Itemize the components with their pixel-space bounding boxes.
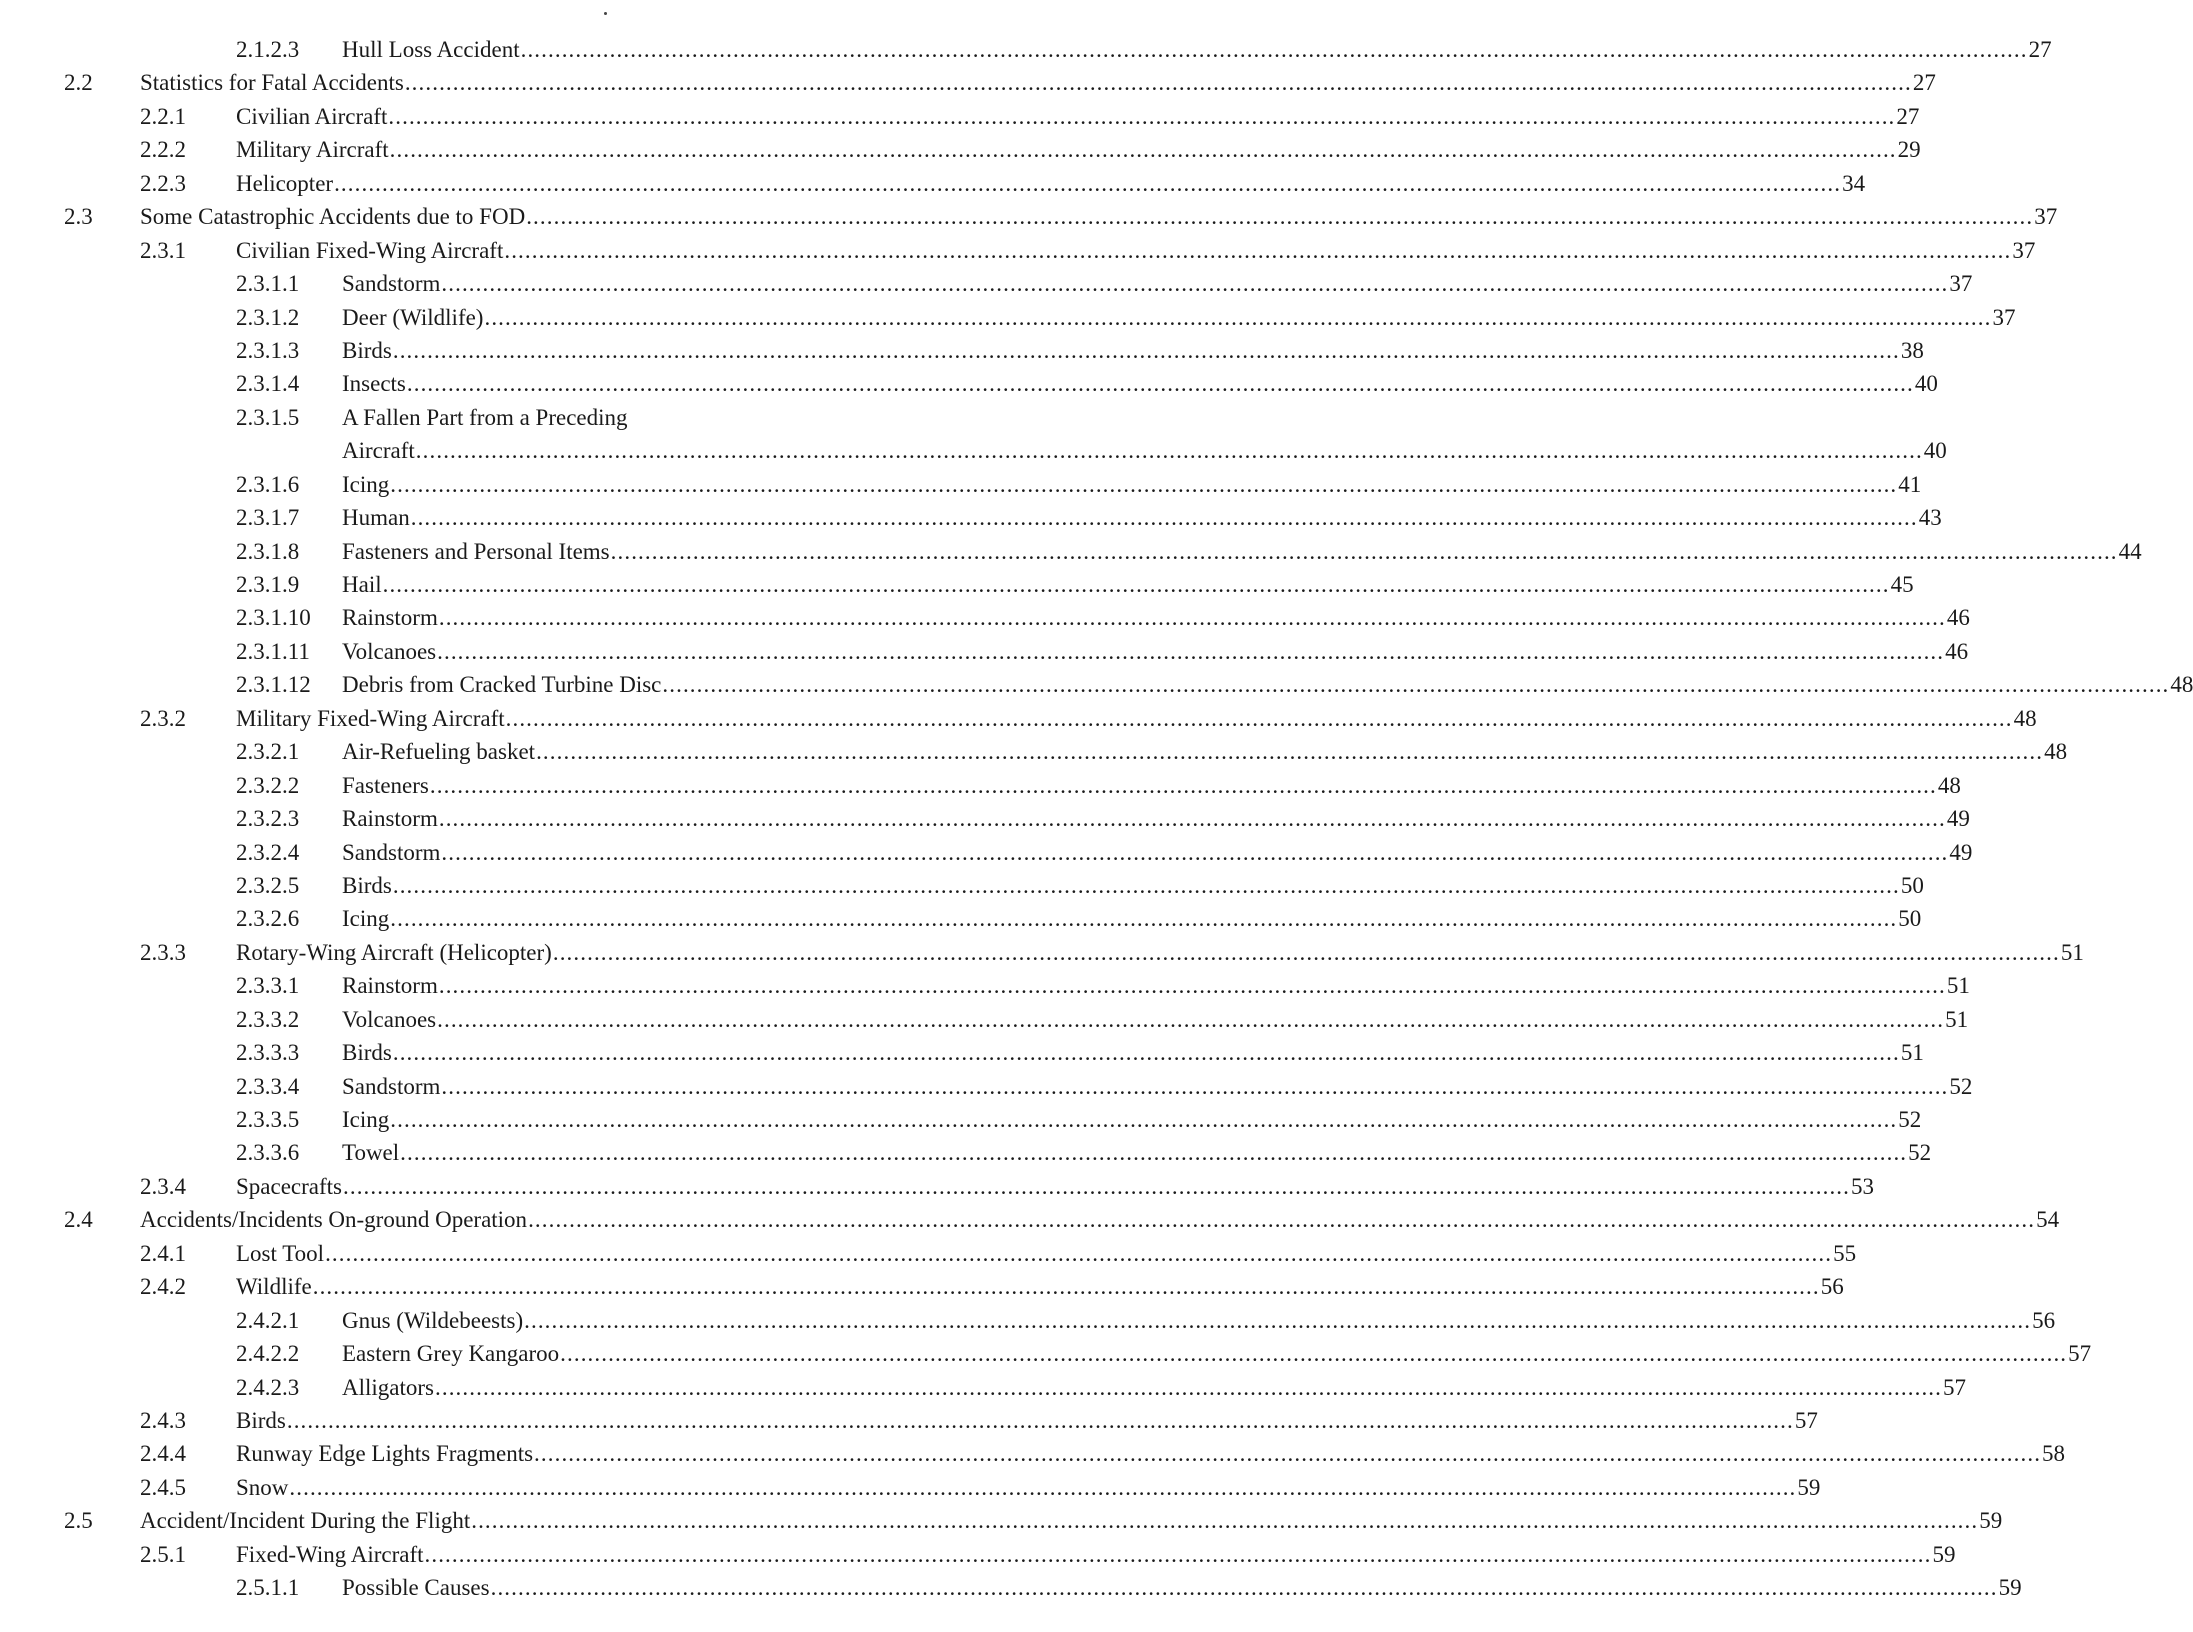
toc-entry-number: 2.3.2.2 [236, 772, 300, 798]
toc-entry-title: Deer (Wildlife) [342, 304, 484, 330]
toc-entry-page: 29 [1897, 137, 1921, 163]
toc-entry-title: Fixed-Wing Aircraft [236, 1541, 424, 1567]
toc-entry-line [342, 902, 1922, 935]
dot-leader: ............................................................................................................................................................................................................................ [410, 505, 1918, 531]
toc-entry [0, 1437, 2066, 1470]
toc-entry-line [236, 1237, 1857, 1270]
toc-entry-title: Runway Edge Lights Fragments [236, 1441, 534, 1467]
toc-entry-number: 2.3.1.12 [236, 672, 311, 698]
toc-entry [0, 1337, 2092, 1370]
toc-entry [0, 702, 2037, 735]
toc-entry-number: 2.4 [64, 1207, 93, 1233]
toc-entry-title: Sandstorm [342, 839, 441, 865]
dot-leader: ............................................................................................................................................................................................................................ [610, 538, 2118, 564]
toc-entry-title: Debris from Cracked Turbine Disc [342, 672, 662, 698]
dot-leader: ............................................................................................................................................................................................................................ [526, 204, 2034, 230]
toc-entry-line [342, 535, 2142, 568]
toc-entry-line [342, 668, 2193, 701]
toc-entry [0, 902, 1922, 935]
toc-entry [0, 1237, 1857, 1270]
toc-entry-title: Possible Causes [342, 1575, 490, 1601]
toc-entry-page: 45 [1890, 572, 1914, 597]
toc-entry [0, 167, 1866, 200]
toc-entry-title: Birds [342, 337, 392, 363]
toc-entry-line [342, 1371, 1966, 1404]
toc-entry-number: 2.3.3.3 [236, 1040, 300, 1066]
toc-entry-number: 2.3.2.4 [236, 839, 300, 865]
toc-entry-number: 2.5.1 [140, 1541, 186, 1567]
dot-leader: ............................................................................................................................................................................................................................ [390, 471, 1898, 497]
toc-entry [0, 1371, 1966, 1404]
toc-entry-number: 2.3 [64, 204, 93, 230]
toc-entry [0, 367, 1938, 400]
toc-entry-line [342, 769, 1961, 802]
toc-entry-number: 2.4.5 [140, 1474, 186, 1500]
toc-entry-line [236, 1170, 1874, 1203]
toc-entry-title: Rotary-Wing Aircraft (Helicopter) [236, 939, 552, 965]
toc-entry [0, 535, 2142, 568]
toc-entry-title: Birds [236, 1407, 286, 1433]
toc-entry [0, 334, 1924, 367]
toc-entry [0, 802, 1970, 835]
toc-entry-page: 41 [1898, 471, 1922, 497]
toc-entry-title: Hull Loss Accident [342, 37, 520, 62]
toc-entry-line [342, 468, 1922, 501]
toc-entry [0, 434, 1947, 467]
toc-entry-page: 51 [1946, 973, 1970, 999]
toc-entry [0, 133, 1921, 166]
toc-entry-number: 2.3.2.3 [236, 806, 300, 832]
toc-entry-number: 2.3.3 [140, 939, 186, 965]
toc-entry-page: 37 [2034, 204, 2058, 230]
toc-entry-title: Military Fixed-Wing Aircraft [236, 705, 505, 731]
toc-entry [0, 33, 2052, 66]
toc-entry [0, 1203, 2060, 1236]
toc-entry [0, 1538, 1956, 1571]
toc-entry-line [342, 1571, 2022, 1604]
toc-entry-number: 2.2 [64, 70, 93, 96]
toc-entry-number: 2.3.2.5 [236, 872, 300, 898]
toc-entry-title: Gnus (Wildebeests) [342, 1307, 524, 1333]
dot-leader: ............................................................................................................................................................................................................................ [429, 772, 1937, 798]
toc-entry-line [342, 601, 1970, 634]
dot-leader: ............................................................................................................................................................................................................................ [484, 304, 1992, 330]
toc-entry-title: Helicopter [236, 170, 334, 196]
toc-entry [0, 869, 1924, 902]
dot-leader: ............................................................................................................................................................................................................................ [334, 170, 1842, 196]
toc-entry-line [342, 1103, 1922, 1136]
toc-entry [0, 969, 1970, 1002]
toc-entry-line [342, 434, 1947, 467]
toc-entry-line [342, 334, 1924, 367]
dot-leader: ............................................................................................................................................................................................................................ [404, 70, 1912, 96]
toc-entry-line [140, 66, 1936, 99]
toc-entry-title: Lost Tool [236, 1240, 325, 1266]
toc-entry-title: Some Catastrophic Accidents due to FOD [140, 204, 526, 230]
dot-leader: ............................................................................................................................................................................................................................ [520, 37, 2028, 62]
toc-entry-number: 2.3.3.5 [236, 1107, 300, 1132]
toc-entry [0, 66, 1936, 99]
toc-entry-number: 2.3.1.11 [236, 638, 310, 664]
toc-entry-title: A Fallen Part from a Preceding [342, 404, 628, 430]
toc-entry-title: Civilian Fixed-Wing Aircraft [236, 237, 504, 263]
toc-entry-page: 37 [1992, 304, 2016, 330]
dot-leader: ............................................................................................................................................................................................................................ [382, 572, 1890, 597]
toc-entry-number: 2.2.3 [140, 170, 186, 196]
toc-entry-line [236, 1538, 1956, 1571]
toc-entry-number: 2.2.2 [140, 137, 186, 163]
toc-entry-line [140, 1504, 2003, 1537]
toc-entry [0, 1136, 1932, 1169]
toc-entry-title: Hail [342, 572, 382, 597]
toc-entry [0, 769, 1961, 802]
toc-entry-page: 49 [1949, 839, 1973, 865]
dot-leader: ............................................................................................................................................................................................................................ [441, 839, 1949, 865]
toc-entry [0, 234, 2036, 267]
toc-entry-page: 27 [1912, 70, 1936, 96]
dot-leader: ............................................................................................................................................................................................................................ [505, 705, 2013, 731]
toc-entry-title: Military Aircraft [236, 137, 389, 163]
dot-leader: ............................................................................................................................................................................................................................ [286, 1407, 1794, 1433]
toc-entry-number: 2.4.2.2 [236, 1341, 300, 1367]
toc-entry-page: 27 [1896, 103, 1920, 129]
toc-entry-number: 2.4.2.3 [236, 1374, 300, 1400]
toc-entry [0, 836, 1973, 869]
dot-leader: ............................................................................................................................................................................................................................ [552, 939, 2060, 965]
dot-leader: ............................................................................................................................................................................................................................ [289, 1474, 1797, 1500]
toc-entry-number: 2.3.1.5 [236, 404, 300, 430]
toc-entry-page: 50 [1898, 906, 1922, 932]
toc-entry-line [342, 1304, 2056, 1337]
toc-entry-page: 44 [2118, 538, 2142, 564]
toc-entry-page: 57 [2068, 1341, 2092, 1367]
dot-leader: ............................................................................................................................................................................................................................ [504, 237, 2012, 263]
dot-leader: ............................................................................................................................................................................................................................ [392, 337, 1900, 363]
dot-leader: ............................................................................................................................................................................................................................ [536, 739, 2044, 765]
toc-entry-page: 51 [1900, 1040, 1924, 1066]
toc-entry-number: 2.3.1.3 [236, 337, 300, 363]
toc-entry-number: 2.3.2.1 [236, 739, 300, 765]
toc-entry [0, 1504, 2003, 1537]
toc-entry-title: Icing [342, 906, 390, 932]
toc-entry-number: 2.3.2.6 [236, 906, 300, 932]
toc-entry-line [342, 1136, 1932, 1169]
toc-entry-number: 2.3.1.1 [236, 271, 300, 297]
toc-entry-line [342, 802, 1970, 835]
toc-entry [0, 501, 1942, 534]
toc-entry-page: 57 [1943, 1374, 1966, 1400]
toc-entry-line [140, 1203, 2060, 1236]
toc-entry-page: 55 [1833, 1240, 1857, 1266]
toc-entry-line [236, 133, 1921, 166]
toc-entry [0, 1070, 1973, 1103]
toc-entry-title: Air-Refueling basket [342, 739, 536, 765]
toc-entry-line [236, 167, 1866, 200]
toc-entry-line [342, 568, 1914, 601]
toc-entry-title: Accident/Incident During the Flight [140, 1508, 471, 1534]
toc-entry [0, 1404, 1818, 1437]
toc-entry-page: 53 [1851, 1173, 1874, 1199]
dot-leader: ............................................................................................................................................................................................................................ [437, 1006, 1945, 1032]
toc-entry-page: 56 [2032, 1307, 2056, 1333]
toc-entry-number: 2.4.2.1 [236, 1307, 300, 1333]
toc-entry [0, 1170, 1874, 1203]
dot-leader: ............................................................................................................................................................................................................................ [389, 137, 1897, 163]
toc-entry-line [342, 401, 855, 434]
toc-entry-line [236, 1437, 2066, 1470]
toc-entry-page: 46 [1946, 605, 1970, 631]
toc-entry-title: Fasteners [342, 772, 429, 798]
toc-entry-line [236, 100, 1920, 133]
toc-entry-line [342, 735, 2068, 768]
toc-entry [0, 1270, 1844, 1303]
toc-entry-line [342, 1036, 1924, 1069]
toc-entry-line [140, 200, 2058, 233]
toc-entry-line [236, 702, 2037, 735]
toc-entry-line [236, 1404, 1818, 1437]
toc-entry-line [342, 869, 1924, 902]
toc-entry [0, 1036, 1924, 1069]
toc-entry-page: 54 [2036, 1207, 2060, 1233]
dot-leader: ............................................................................................................................................................................................................................ [438, 973, 1946, 999]
toc-entry-page: 59 [1797, 1474, 1821, 1500]
toc-entry-page: 48 [2044, 739, 2068, 765]
toc-entry-line [342, 1337, 2092, 1370]
toc-entry-title: Aircraft [342, 438, 415, 464]
toc-entry-line [342, 301, 2016, 334]
dot-leader: ............................................................................................................................................................................................................................ [343, 1173, 1850, 1199]
toc-entry [0, 1571, 2022, 1604]
toc-entry-line [342, 969, 1970, 1002]
toc-entry-number: 2.5.1.1 [236, 1575, 300, 1601]
toc-entry [0, 601, 1970, 634]
toc-entry-title: Spacecrafts [236, 1173, 342, 1199]
dot-leader: ............................................................................................................................................................................................................................ [392, 872, 1900, 898]
toc-entry-number: 2.4.2 [140, 1274, 186, 1300]
toc-entry-page: 51 [2060, 939, 2084, 965]
dot-leader: ............................................................................................................................................................................................................................ [438, 605, 1946, 631]
toc-entry-title: Civilian Aircraft [236, 103, 388, 129]
toc-entry-line [342, 1003, 1969, 1036]
toc-entry-title: Snow [236, 1474, 289, 1500]
dot-leader: ............................................................................................................................................................................................................................ [437, 638, 1945, 664]
toc-entry-page: 37 [2012, 237, 2036, 263]
toc-entry [0, 635, 1969, 668]
toc-entry-number: 2.3.2 [140, 705, 186, 731]
dot-leader: ............................................................................................................................................................................................................................ [406, 371, 1914, 397]
dot-leader: ............................................................................................................................................................................................................................ [388, 103, 1896, 129]
dot-leader: ............................................................................................................................................................................................................................ [471, 1508, 1979, 1534]
toc-entry [0, 401, 898, 434]
toc-entry-number: 2.2.1 [140, 103, 186, 129]
toc-entry-line [236, 1471, 1821, 1504]
toc-entry-number: 2.1.2.3 [236, 37, 300, 62]
toc-entry-number: 2.3.1.8 [236, 538, 300, 564]
toc-entry-page: 59 [1979, 1508, 2003, 1534]
toc-entry-number: 2.4.3 [140, 1407, 186, 1433]
dot-leader: ............................................................................................................................................................................................................................ [390, 906, 1898, 932]
toc-entry-line [342, 1070, 1973, 1103]
toc-entry-number: 2.4.4 [140, 1441, 186, 1467]
toc-entry [0, 267, 1973, 300]
toc-entry-title: Sandstorm [342, 271, 441, 297]
toc-entry-line [342, 33, 2052, 66]
toc-entry-page: 40 [1923, 438, 1947, 464]
toc-entry [0, 568, 1914, 601]
toc-entry-page: 27 [2028, 37, 2052, 62]
toc-entry-page: 59 [1932, 1541, 1956, 1567]
toc-entry-line [342, 367, 1938, 400]
dot-leader: ............................................................................................................................................................................................................................ [392, 1040, 1900, 1066]
toc-entry-number: 2.4.1 [140, 1240, 186, 1266]
dot-leader: ............................................................................................................................................................................................................................ [435, 1374, 1942, 1400]
toc-entry-page: 56 [1820, 1274, 1844, 1300]
toc-entry-number: 2.3.1.6 [236, 471, 300, 497]
toc-entry-number: 2.3.1.2 [236, 304, 300, 330]
toc-entry-title: Statistics for Fatal Accidents [140, 70, 404, 96]
dot-leader: ............................................................................................................................................................................................................................ [490, 1575, 1998, 1601]
toc-entry-page: 46 [1945, 638, 1969, 664]
toc-entry-number: 2.3.1.10 [236, 605, 311, 631]
toc-entry [0, 668, 2193, 701]
toc-entry-page: 51 [1945, 1006, 1969, 1032]
toc-entry [0, 200, 2058, 233]
toc-entry-page: 57 [1794, 1407, 1818, 1433]
toc-entry-title: Fasteners and Personal Items [342, 538, 610, 564]
toc-entry-title: Icing [342, 471, 390, 497]
toc-entry-title: Volcanoes [342, 1006, 437, 1032]
toc-entry-title: Accidents/Incidents On-ground Operation [140, 1207, 528, 1233]
toc-entry [0, 936, 2084, 969]
dot-leader: ............................................................................................................................................................................................................................ [415, 438, 1923, 464]
toc-entry-page: 48 [2013, 705, 2037, 731]
dot-leader: ............................................................................................................................................................................................................................ [312, 1274, 1820, 1300]
toc-entry-title: Human [342, 505, 410, 531]
toc-entry-page: 43 [1918, 505, 1942, 531]
dot-leader: ............................................................................................................................................................................................................................ [560, 1341, 2068, 1367]
toc-entry [0, 1471, 1821, 1504]
toc-entry-line [342, 501, 1942, 534]
toc-entry-page: 37 [1949, 271, 1973, 297]
toc-entry [0, 1304, 2056, 1337]
toc-entry-title: Birds [342, 872, 392, 898]
toc-entry-title: Rainstorm [342, 973, 438, 999]
toc-entry-line [342, 836, 1973, 869]
dot-leader: ............................................................................................................................................................................................................................ [390, 1107, 1898, 1132]
toc-entry-page: 34 [1842, 170, 1866, 196]
toc-entry-number: 2.3.4 [140, 1173, 186, 1199]
toc-entry-title: Birds [342, 1040, 392, 1066]
toc-entry-page: 48 [1937, 772, 1961, 798]
toc-entry-title: Wildlife [236, 1274, 312, 1300]
dot-leader: ............................................................................................................................................................................................................................ [400, 1140, 1908, 1166]
table-of-contents [0, 33, 2193, 1605]
scan-speck [604, 12, 607, 15]
toc-entry-page: 58 [2042, 1441, 2066, 1467]
toc-entry [0, 1003, 1969, 1036]
toc-entry-number: 2.3.3.2 [236, 1006, 300, 1032]
toc-entry-line [236, 1270, 1844, 1303]
toc-entry [0, 735, 2068, 768]
toc-entry-title: Sandstorm [342, 1073, 441, 1099]
dot-leader: ............................................................................................................................................................................................................................ [441, 1073, 1949, 1099]
toc-entry [0, 100, 1920, 133]
toc-entry-number: 2.3.1.7 [236, 505, 300, 531]
toc-entry [0, 468, 1922, 501]
dot-leader: ............................................................................................................................................................................................................................ [528, 1207, 2036, 1233]
dot-leader: ............................................................................................................................................................................................................................ [438, 806, 1946, 832]
toc-entry-title: Eastern Grey Kangaroo [342, 1341, 560, 1367]
toc-entry-page: 50 [1900, 872, 1924, 898]
toc-entry-title: Volcanoes [342, 638, 437, 664]
toc-entry-title: Insects [342, 371, 406, 397]
toc-entry-page: 52 [1908, 1140, 1932, 1166]
dot-leader: ............................................................................................................................................................................................................................ [662, 672, 2170, 698]
toc-entry-line [236, 936, 2084, 969]
toc-entry-title: Rainstorm [342, 605, 438, 631]
dot-leader: ............................................................................................................................................................................................................................ [441, 271, 1949, 297]
dot-leader: ............................................................................................................................................................................................................................ [524, 1307, 2032, 1333]
toc-entry-page: 38 [1900, 337, 1924, 363]
toc-entry-title: Towel [342, 1140, 400, 1166]
toc-entry-page: 49 [1946, 806, 1970, 832]
toc-entry-title: Rainstorm [342, 806, 438, 832]
toc-entry-number: 2.3.1.9 [236, 572, 300, 597]
dot-leader: ............................................................................................................................................................................................................................ [424, 1541, 1932, 1567]
toc-entry [0, 1103, 1922, 1136]
toc-entry-line [236, 234, 2036, 267]
toc-entry-page: 52 [1898, 1107, 1922, 1132]
dot-leader: ............................................................................................................................................................................................................................ [325, 1240, 1833, 1266]
toc-entry-page: 52 [1949, 1073, 1973, 1099]
toc-entry-number: 2.3.3.6 [236, 1140, 300, 1166]
toc-entry-title: Icing [342, 1107, 390, 1132]
toc-entry-page: 48 [2170, 672, 2193, 698]
toc-entry-number: 2.3.3.4 [236, 1073, 300, 1099]
toc-entry-line [342, 267, 1973, 300]
toc-entry-number: 2.5 [64, 1508, 93, 1534]
toc-entry-number: 2.3.3.1 [236, 973, 300, 999]
dot-leader: ............................................................................................................................................................................................................................ [534, 1441, 2042, 1467]
toc-entry-title: Alligators [342, 1374, 434, 1400]
toc-entry-number: 2.3.1.4 [236, 371, 300, 397]
toc-entry-number: 2.3.1 [140, 237, 186, 263]
toc-entry-line [342, 635, 1969, 668]
toc-entry [0, 301, 2016, 334]
toc-entry-page: 59 [1998, 1575, 2022, 1601]
toc-entry-page: 40 [1914, 371, 1938, 397]
